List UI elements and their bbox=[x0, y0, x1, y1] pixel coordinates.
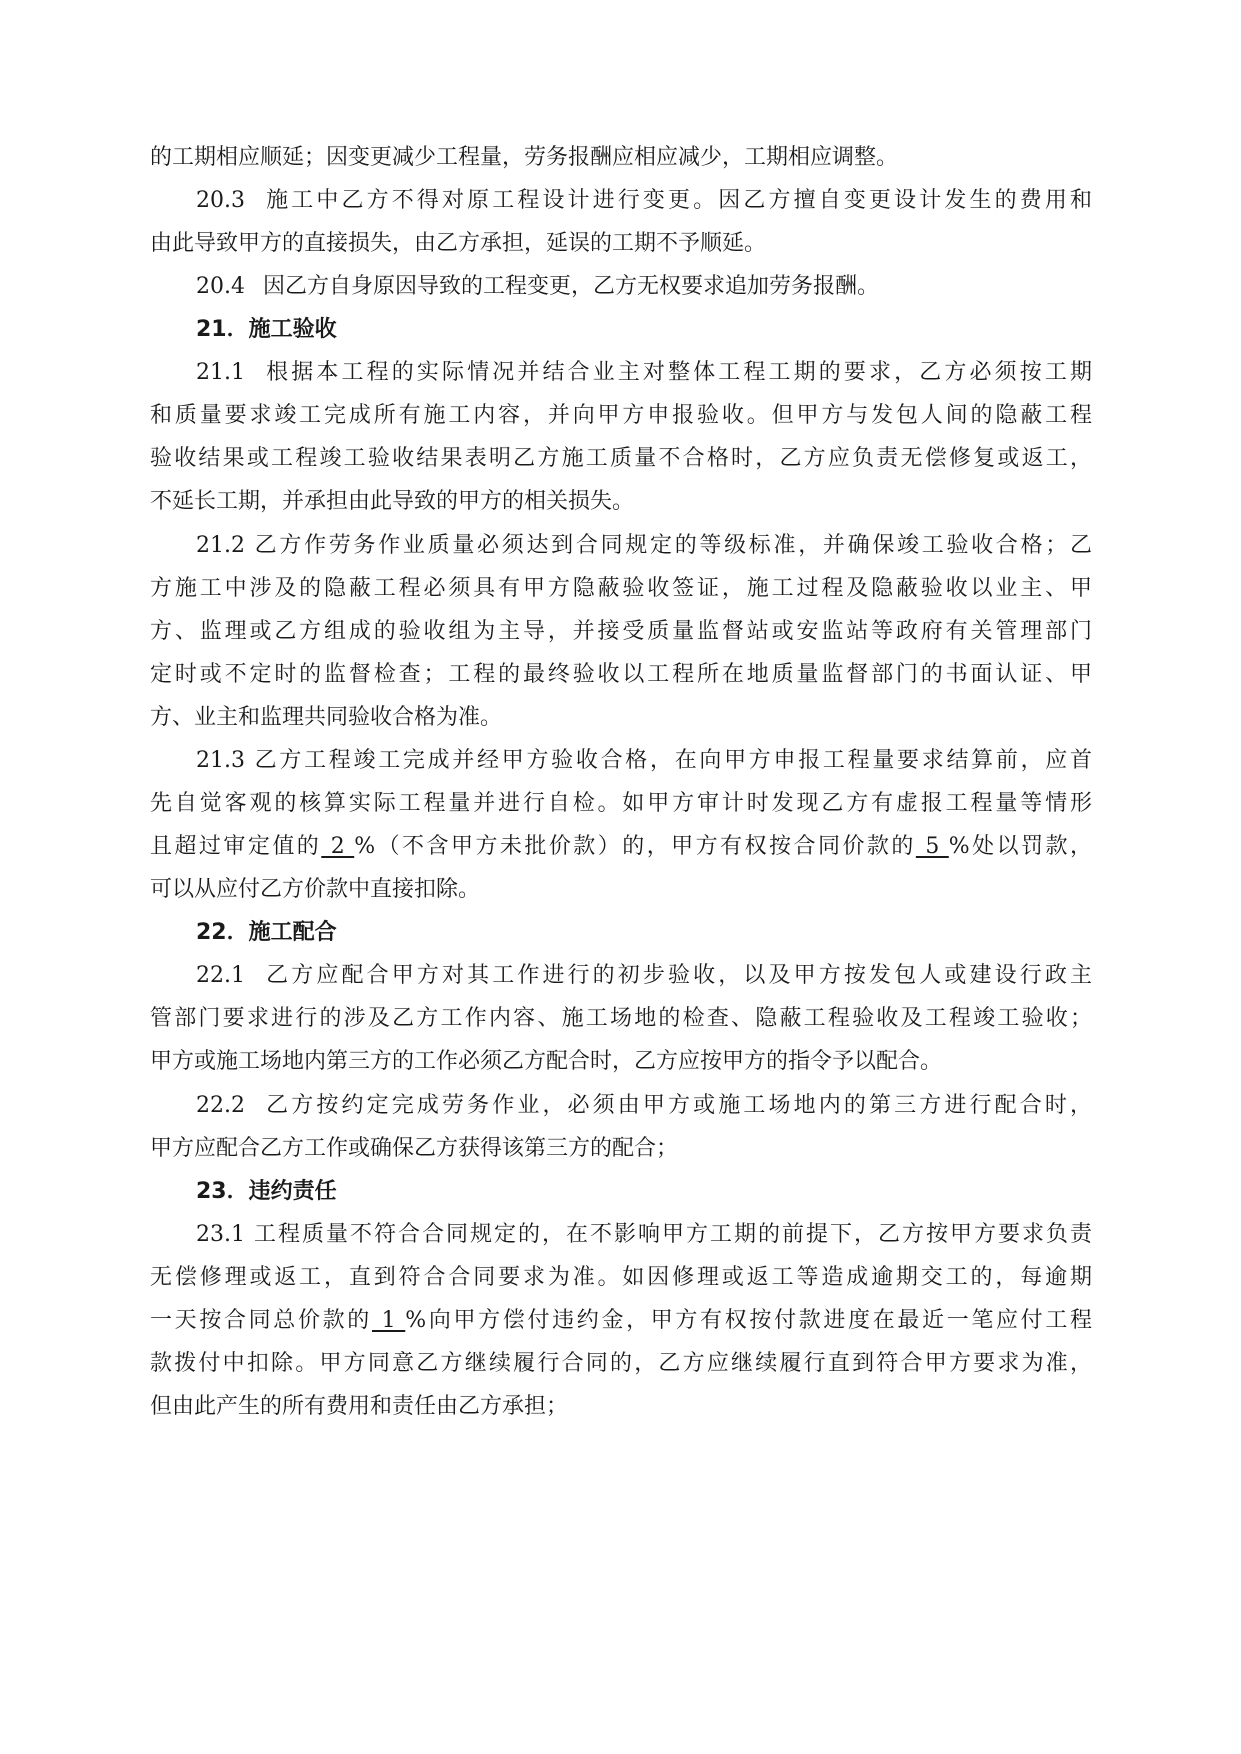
text-segment: %向甲方偿付违约金，甲方有权按付款进度在最近一笔应付工程 bbox=[405, 1308, 1092, 1333]
clause-number: 20.4 bbox=[196, 274, 245, 299]
text-line: 因乙方自身原因导致的工程变更，乙方无权要求追加劳务报酬。 bbox=[262, 274, 879, 299]
text-line: 乙方按约定完成劳务作业，必须由甲方或施工场地内的第三方进行配合时， bbox=[262, 1093, 1092, 1118]
text-segment: %处以罚款， bbox=[948, 834, 1093, 859]
underlined-value: 1 bbox=[371, 1308, 406, 1333]
text-line: 方、监理或乙方组成的验收组为主导，并接受质量监督站或安监站等政府有关管理部门 bbox=[150, 619, 1092, 644]
clause-number: 22.1 bbox=[196, 963, 245, 988]
text-line: 验收结果或工程竣工验收结果表明乙方施工质量不合格时，乙方应负责无偿修复或返工， bbox=[150, 446, 1092, 471]
text-line: 无偿修理或返工，直到符合合同要求为准。如因修理或返工等造成逾期交工的，每逾期 bbox=[150, 1265, 1092, 1290]
text-segment: 一天按合同总价款的 bbox=[150, 1308, 372, 1333]
clause-20-3 bbox=[196, 186, 1092, 216]
text-segment: %（不含甲方未批价款）的，甲方有权按合同价款的 bbox=[354, 834, 916, 859]
text-line: 方、业主和监理共同验收合格为准。 bbox=[150, 705, 503, 730]
section-heading-22: 22．施工配合 bbox=[196, 920, 337, 945]
clause-number: 20.3 bbox=[196, 188, 245, 213]
text-line: 甲方应配合乙方工作或确保乙方获得该第三方的配合； bbox=[150, 1136, 679, 1161]
text-line: 由此导致甲方的直接损失，由乙方承担，延误的工期不予顺延。 bbox=[150, 231, 767, 256]
text-line: 可以从应付乙方价款中直接扣除。 bbox=[150, 877, 481, 902]
text-line: 先自觉客观的核算实际工程量并进行自检。如甲方审计时发现乙方有虚报工程量等情形 bbox=[150, 791, 1092, 816]
text-line: 甲方或施工场地内第三方的工作必须乙方配合时，乙方应按甲方的指令予以配合。 bbox=[150, 1049, 943, 1074]
clause-20-4 bbox=[196, 272, 1092, 302]
text-line: 的工期相应顺延；因变更减少工程量，劳务报酬应相应减少，工期相应调整。 bbox=[150, 145, 899, 170]
text-line bbox=[150, 1306, 1092, 1336]
text-line: 管部门要求进行的涉及乙方工作内容、施工场地的检查、隐蔽工程验收及工程竣工验收； bbox=[150, 1006, 1092, 1031]
text-line: 但由此产生的所有费用和责任由乙方承担； bbox=[150, 1394, 569, 1419]
text-line: 定时或不定时的监督检查；工程的最终验收以工程所在地质量监督部门的书面认证、甲 bbox=[150, 662, 1092, 687]
text-line: 款拨付中扣除。甲方同意乙方继续履行合同的，乙方应继续履行直到符合甲方要求为准， bbox=[150, 1351, 1092, 1376]
section-heading-23: 23．违约责任 bbox=[196, 1179, 337, 1204]
clause-21-1 bbox=[196, 358, 1092, 388]
underlined-value: 2 bbox=[321, 834, 355, 859]
text-line: 施工中乙方不得对原工程设计进行变更。因乙方擅自变更设计发生的费用和 bbox=[262, 188, 1092, 213]
clause-21-3: 21.3 乙方工程竣工完成并经甲方验收合格，在向甲方申报工程量要求结算前，应首 bbox=[196, 748, 1092, 773]
text-segment: 且超过审定值的 bbox=[150, 834, 322, 859]
clause-21-2: 21.2 乙方作劳务作业质量必须达到合同规定的等级标准，并确保竣工验收合格；乙 bbox=[196, 533, 1092, 558]
clause-number: 22.2 bbox=[196, 1093, 245, 1118]
clause-23-1: 23.1 工程质量不符合合同规定的，在不影响甲方工期的前提下，乙方按甲方要求负责 bbox=[196, 1222, 1092, 1247]
text-line: 方施工中涉及的隐蔽工程必须具有甲方隐蔽验收签证，施工过程及隐蔽验收以业主、甲 bbox=[150, 576, 1092, 601]
text-line: 乙方应配合甲方对其工作进行的初步验收，以及甲方按发包人或建设行政主 bbox=[262, 963, 1092, 988]
text-line bbox=[150, 832, 1092, 862]
text-line: 根据本工程的实际情况并结合业主对整体工程工期的要求，乙方必须按工期 bbox=[262, 360, 1092, 385]
section-heading-21: 21．施工验收 bbox=[196, 317, 337, 342]
text-line: 和质量要求竣工完成所有施工内容，并向甲方申报验收。但甲方与发包人间的隐蔽工程 bbox=[150, 403, 1092, 428]
text-line: 不延长工期，并承担由此导致的甲方的相关损失。 bbox=[150, 489, 635, 514]
underlined-value: 5 bbox=[915, 834, 949, 859]
clause-number: 21.1 bbox=[196, 360, 245, 385]
clause-22-1 bbox=[196, 961, 1092, 991]
clause-22-2 bbox=[196, 1091, 1092, 1121]
